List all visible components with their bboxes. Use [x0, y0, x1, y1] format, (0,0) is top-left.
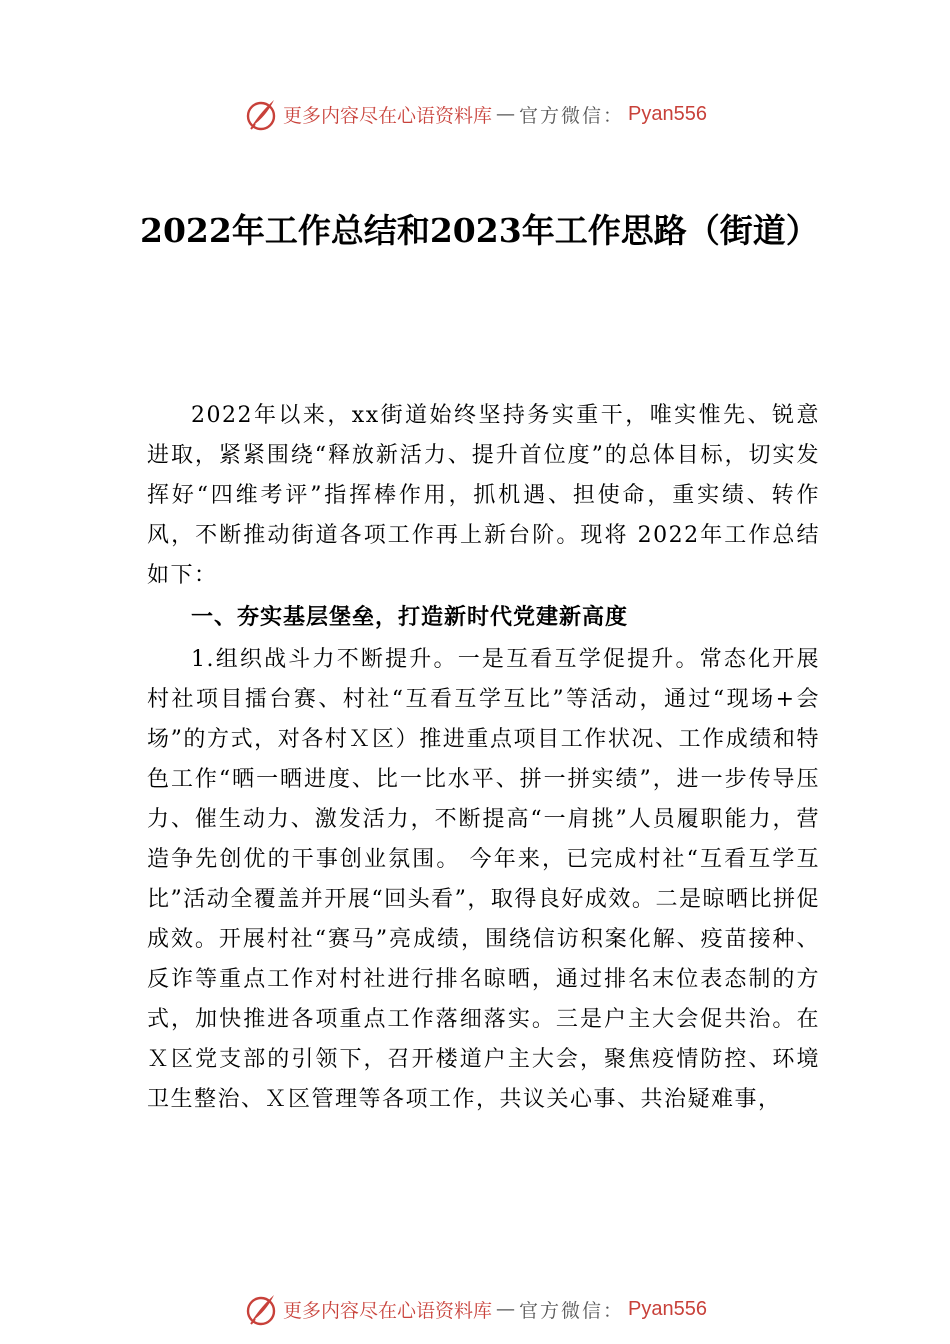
quill-logo-icon — [243, 1291, 279, 1327]
quill-logo-icon — [243, 96, 279, 132]
document-body — [147, 396, 820, 1120]
watermark-wechat-label: 官方微信： — [519, 104, 625, 127]
intro-paragraph: 2022年以来，xx街道始终坚持务实重干，唯实惟先、锐意进取，紧紧围绕“释放新活力、提升首位度”的总体目标，切实发挥好“四维考评”指挥棒作用，抓机遇、担使命，重实绩、转作风，不断推动街道各项工作再上新台阶。现将 2022年工作总结如下： — [147, 403, 820, 588]
watermark-brand-text: 更多内容尽在心语资料库 — [283, 104, 493, 127]
document-title: 2022年工作总结和2023年工作思路（街道） — [140, 211, 819, 250]
section-heading: 一、夯实基层堡垒，打造新时代党建新高度 — [191, 605, 629, 630]
watermark-wechat-label: 官方微信： — [519, 1299, 625, 1322]
watermark-separator: — — [496, 1298, 516, 1320]
watermark-wechat-id: Pyan556 — [628, 1297, 707, 1320]
watermark-banner-top — [0, 94, 950, 134]
watermark-banner-bottom — [0, 1289, 950, 1329]
body-paragraph: 1.组织战斗力不断提升。一是互看互学促提升。常态化开展村社项目擂台赛、村社“互看互学互比”等活动，通过“现场+会场”的方式，对各村Ｘ区）推进重点项目工作状况、工作成绩和特色工作“晒一晒进度、比一比水平、拼一拼实绩”，进一步传导压力、催生动力、激发活力，不断提高“一肩挑”人员履职能力，营造争先创优的干事创业氛围。 今年来，已完成村社“互看互学互比”活动全覆盖并开展“回头看”，取得良好成效。二是晾晒比拼促成效。开展村社“赛马”亮成绩，围绕信访积案化解、疫苗接种、反诈等重点工作对村社进行排名晾晒，通过排名末位表态制的方式，加快推进各项重点工作落细落实。三是户主大会促共治。在Ｘ区党支部的引领下，召开楼道户主大会，聚焦疫情防控、环境卫生整治、Ｘ区管理等各项工作，共议关心事、共治疑难事， — [147, 647, 820, 1112]
watermark-wechat-id: Pyan556 — [628, 102, 707, 125]
watermark-separator: — — [496, 103, 516, 125]
watermark-brand-text: 更多内容尽在心语资料库 — [283, 1299, 493, 1322]
